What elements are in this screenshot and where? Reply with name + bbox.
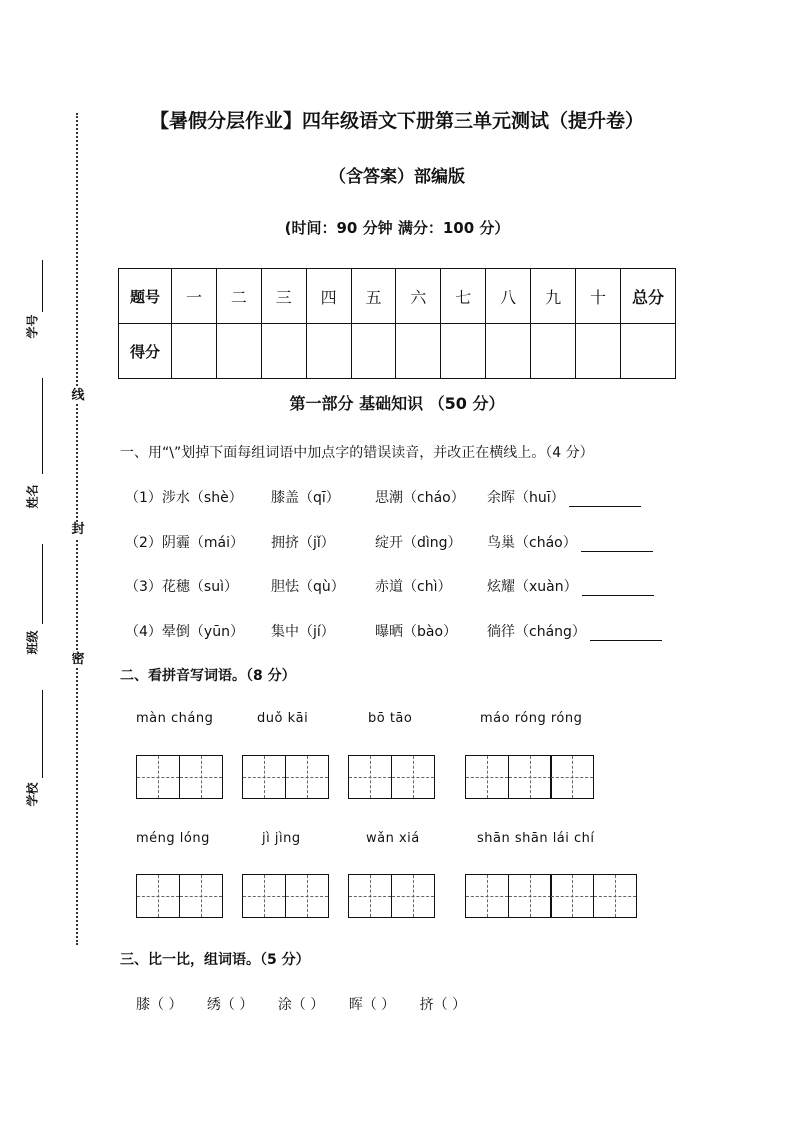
binding-char-mi: 密	[71, 652, 85, 667]
score-header-cell: 四	[306, 269, 351, 324]
score-cell[interactable]	[486, 324, 531, 379]
q1-word: （3）花穗（suì）	[125, 579, 238, 595]
answer-blank[interactable]	[582, 581, 654, 596]
q1-word	[487, 487, 641, 507]
q3-item[interactable]: 涂（ ）	[277, 997, 325, 1013]
score-cell[interactable]	[351, 324, 396, 379]
answer-blank[interactable]	[590, 626, 662, 641]
tian-cell[interactable]	[179, 874, 223, 918]
score-header-cell: 总分	[621, 269, 676, 324]
tian-cell[interactable]	[508, 755, 552, 799]
pinyin-label: máo róng róng	[480, 711, 583, 726]
q1-word-text: 徜徉（cháng）	[487, 624, 586, 640]
score-header-cell: 题号	[119, 269, 172, 324]
q1-word	[487, 532, 653, 552]
tian-cell[interactable]	[348, 874, 392, 918]
tian-cell[interactable]	[465, 755, 509, 799]
q1-word-text: 炫耀（xuàn）	[487, 579, 578, 595]
q3-item[interactable]: 挤（ ）	[419, 997, 467, 1013]
tian-cell[interactable]	[465, 874, 509, 918]
tian-cell[interactable]	[285, 755, 329, 799]
q1-word: 膝盖（qī）	[271, 490, 340, 506]
q3-items	[136, 994, 486, 1014]
tian-grid-group	[242, 755, 327, 799]
field-name-label: 姓名	[25, 484, 40, 509]
tian-cell[interactable]	[550, 755, 594, 799]
q3-item[interactable]: 绣（ ）	[206, 997, 254, 1013]
tian-grid-group	[465, 874, 635, 918]
score-header-cell: 二	[216, 269, 261, 324]
score-cell[interactable]	[621, 324, 676, 379]
q2-heading: 二、看拼音写词语。（8 分）	[120, 668, 296, 684]
field-student-id-line	[42, 260, 43, 312]
score-cell[interactable]	[396, 324, 441, 379]
score-header-cell: 七	[441, 269, 486, 324]
q3-item[interactable]: 晖（ ）	[348, 997, 396, 1013]
q1-word-text: 余晖（huī）	[487, 490, 565, 506]
q1-word: 胆怯（qù）	[271, 579, 345, 595]
binding-char-xian: 线	[71, 388, 85, 403]
pinyin-label: màn cháng	[136, 711, 214, 726]
pinyin-label: jì jìng	[262, 831, 301, 846]
tian-cell[interactable]	[242, 874, 286, 918]
q1-word: 绽开（dìng）	[375, 535, 462, 551]
page-subtitle: （含答案）部编版	[329, 167, 465, 187]
pinyin-label: duǒ kāi	[257, 711, 309, 726]
score-cell[interactable]	[261, 324, 306, 379]
field-class-line	[42, 544, 43, 624]
q1-word: （1）涉水（shè）	[125, 490, 243, 506]
score-table-score-row	[119, 324, 676, 379]
tian-grid-group	[348, 755, 433, 799]
score-header-cell: 十	[576, 269, 621, 324]
score-table	[118, 268, 676, 379]
q3-heading: 三、比一比，组词语。（5 分）	[120, 952, 310, 968]
tian-cell[interactable]	[348, 755, 392, 799]
pinyin-label: méng lóng	[136, 831, 210, 846]
score-cell[interactable]	[531, 324, 576, 379]
q1-word: 拥挤（jǐ）	[271, 535, 335, 551]
score-table-header-row	[119, 269, 676, 324]
q1-word: 曝晒（bào）	[375, 624, 458, 640]
q1-word	[487, 621, 662, 641]
tian-cell[interactable]	[550, 874, 594, 918]
field-school-line	[42, 690, 43, 778]
score-cell[interactable]	[216, 324, 261, 379]
tian-cell[interactable]	[508, 874, 552, 918]
binding-char-feng: 封	[71, 522, 85, 537]
tian-grid-group	[136, 755, 221, 799]
score-cell[interactable]	[306, 324, 351, 379]
q3-item[interactable]: 膝（ ）	[136, 997, 183, 1013]
tian-cell[interactable]	[285, 874, 329, 918]
score-header-cell: 一	[172, 269, 217, 324]
q1-word: 思潮（cháo）	[375, 490, 465, 506]
score-cell[interactable]	[576, 324, 621, 379]
q1-word: （2）阴霾（mái）	[125, 535, 245, 551]
score-header-cell: 五	[351, 269, 396, 324]
tian-cell[interactable]	[179, 755, 223, 799]
q1-word	[487, 576, 654, 596]
q1-word: （4）晕倒（yūn）	[125, 624, 244, 640]
q1-word: 集中（jí）	[271, 624, 335, 640]
part1-title: 第一部分 基础知识 （50 分）	[289, 394, 505, 413]
pinyin-label: wǎn xiá	[366, 831, 420, 846]
score-cell[interactable]	[441, 324, 486, 379]
score-row-label: 得分	[119, 324, 172, 379]
q1-word-text: 鸟巢（cháo）	[487, 535, 577, 551]
answer-blank[interactable]	[569, 492, 641, 507]
tian-cell[interactable]	[136, 755, 180, 799]
tian-cell[interactable]	[391, 874, 435, 918]
q1-heading: 一、用“\”划掉下面每组词语中加点字的错误读音，并改正在横线上。（4 分）	[120, 445, 594, 461]
tian-grid-group	[136, 874, 221, 918]
tian-cell[interactable]	[391, 755, 435, 799]
field-school-label: 学校	[25, 782, 40, 807]
tian-cell[interactable]	[242, 755, 286, 799]
tian-grid-group	[242, 874, 327, 918]
score-header-cell: 六	[396, 269, 441, 324]
score-header-cell: 九	[531, 269, 576, 324]
score-header-cell: 三	[261, 269, 306, 324]
field-class-label: 班级	[25, 630, 40, 655]
tian-cell[interactable]	[593, 874, 637, 918]
tian-grid-group	[348, 874, 433, 918]
tian-cell[interactable]	[136, 874, 180, 918]
pinyin-label: bō tāo	[368, 711, 413, 726]
field-student-id-label: 学号	[25, 314, 40, 339]
score-cell[interactable]	[172, 324, 217, 379]
answer-blank[interactable]	[581, 537, 653, 552]
pinyin-label: shān shān lái chí	[477, 831, 595, 846]
tian-grid-group	[465, 755, 593, 799]
q1-word: 赤道（chì）	[375, 579, 452, 595]
score-header-cell: 八	[486, 269, 531, 324]
page-title: 【暑假分层作业】四年级语文下册第三单元测试（提升卷）	[149, 110, 644, 132]
time-info: (时间：90 分钟 满分：100 分）	[284, 219, 510, 237]
